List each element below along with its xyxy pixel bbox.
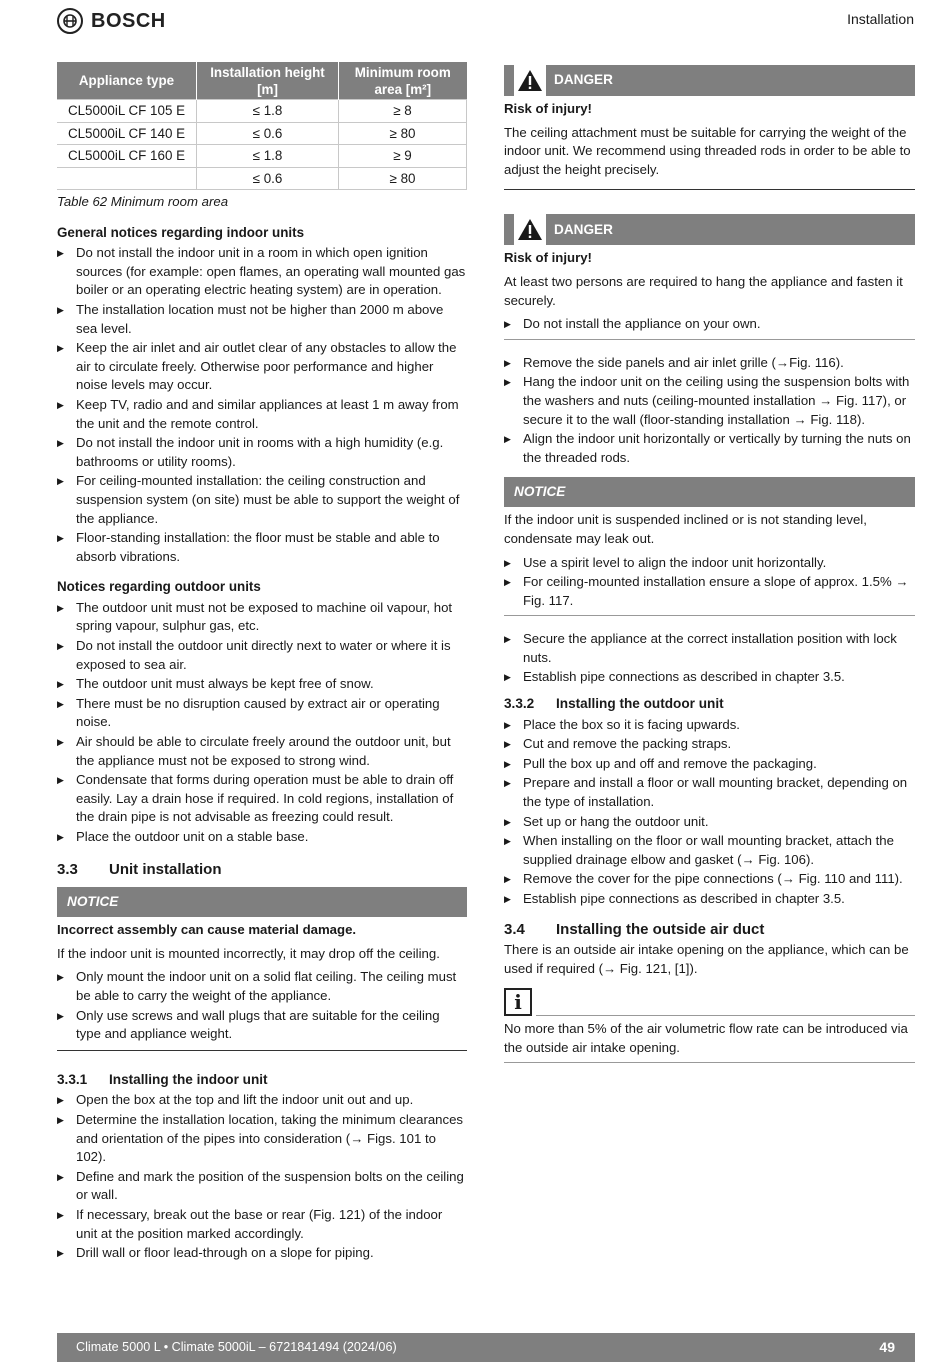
danger-box-persons (504, 214, 915, 339)
danger-box-ceiling (504, 65, 915, 190)
danger-bar (504, 214, 915, 245)
notice-text: If the indoor unit is mounted incorrectly, it may drop off the ceiling. (57, 945, 440, 961)
list-item: ▶ Do not install the appliance on your own. (504, 315, 915, 334)
table-caption: Table 62 Minimum room area (57, 194, 229, 209)
danger-text: The ceiling attachment must be suitable for carrying the weight of the indoor unit. We recommend using threaded rods in order to be able to adjust the height precisely. (504, 124, 911, 177)
cell-area: ≥ 8 (339, 100, 467, 123)
list-item: ▶ The outdoor unit must always be kept free of snow. (57, 675, 467, 694)
page-number: 49 (879, 1339, 895, 1356)
outdoor-notices-heading: Notices regarding outdoor units (57, 579, 261, 595)
list-item: ▶ Remove the side panels and air inlet grille (→Fig. 116). (504, 354, 915, 373)
notice-list (57, 968, 467, 1043)
cell-appliance: CL5000iL CF 140 E (57, 122, 197, 145)
cell-area: ≥ 9 (339, 145, 467, 168)
list-item: ▶ The installation location must not be higher than 2000 m above sea level. (57, 301, 467, 338)
notice-label: NOTICE (504, 477, 915, 507)
info-text: No more than 5% of the air volumetric flow rate can be introduced via the outside air intake opening. (504, 1021, 908, 1055)
list-item: ▶ Hang the indoor unit on the ceiling using the suspension bolts with the washers and nuts (ceiling-mounted installation → Fig. 117), or secure it to the wall (floor-standing installation → Fig. 118). (504, 373, 915, 429)
list-item: ▶ Place the box so it is facing upwards. (504, 716, 915, 735)
danger-label: DANGER (554, 72, 613, 88)
warning-triangle-icon (514, 65, 546, 96)
cell-height: ≤ 1.8 (197, 100, 339, 123)
list-item: ▶ Do not install the outdoor unit directly next to water or where it is exposed to sea air. (57, 637, 467, 674)
brand-logo (57, 8, 166, 34)
notice-title: Incorrect assembly can cause material damage. (57, 922, 357, 938)
section-3-3-1-heading (57, 1071, 467, 1090)
general-indoor-list (57, 244, 467, 566)
list-item: ▶ Cut and remove the packing straps. (504, 735, 915, 754)
section-number: 3.3.2 (504, 696, 535, 712)
list-item: ▶ Do not install the indoor unit in rooms with a high humidity (e.g. bathrooms or utility rooms). (57, 434, 467, 471)
info-box-header (504, 988, 915, 1016)
list-item: ▶ Place the outdoor unit on a stable base. (57, 828, 467, 847)
cell-appliance (57, 167, 197, 190)
list-item: ▶ Prepare and install a floor or wall mounting bracket, depending on the type of installation. (504, 774, 915, 811)
list-item: ▶ There must be no disruption caused by extract air or operating noise. (57, 695, 467, 732)
list-item: ▶ Only mount the indoor unit on a solid flat ceiling. The ceiling must be able to carry the weight of the appliance. (57, 968, 467, 1005)
cell-height: ≤ 0.6 (197, 122, 339, 145)
cell-appliance: CL5000iL CF 105 E (57, 100, 197, 123)
list-item: ▶ Do not install the indoor unit in a room in which open ignition sources (for example: open flames, an operating wall mounted gas boiler or an operating electric heating system) are in operation. (57, 244, 467, 300)
list-item: ▶ Establish pipe connections as described in chapter 3.5. (504, 668, 915, 687)
secure-steps (504, 630, 915, 687)
list-item: ▶ For ceiling-mounted installation ensure a slope of approx. 1.5% → Fig. 117. (504, 573, 915, 610)
list-item: ▶ Set up or hang the outdoor unit. (504, 813, 915, 832)
col-header-area: Minimum room area [m²] (339, 62, 467, 100)
cell-appliance: CL5000iL CF 160 E (57, 145, 197, 168)
notice-label: NOTICE (57, 887, 467, 917)
minimum-room-area-table (57, 62, 467, 190)
list-item: ▶ Keep the air inlet and air outlet clear of any obstacles to allow the air to circulate freely. Otherwise poor performance and higher noise levels may occur. (57, 339, 467, 395)
list-item: ▶ Condensate that forms during operation must be able to drain off easily. Lay a drain hose if required. In cold regions, installation of the drain pipe is not advisable as freezing could result. (57, 771, 467, 827)
brand-name: BOSCH (91, 9, 166, 32)
list-item: ▶ Air should be able to circulate freely around the outdoor unit, but the appliance must not be exposed to strong wind. (57, 733, 467, 770)
danger-text: At least two persons are required to hang the appliance and fasten it securely. (504, 273, 903, 308)
footer-text: Climate 5000 L • Climate 5000iL – 6721841494 (2024/06) (76, 1340, 397, 1355)
table-row (57, 145, 467, 168)
mounting-steps (504, 354, 915, 468)
bosch-armature-icon (57, 8, 83, 34)
page-footer (57, 1333, 915, 1362)
general-indoor-heading: General notices regarding indoor units (57, 224, 305, 240)
list-item: ▶ Secure the appliance at the correct installation position with lock nuts. (504, 630, 915, 667)
danger-bar (504, 65, 915, 96)
table-row (57, 122, 467, 145)
danger-list (504, 315, 915, 334)
notice-box-assembly (57, 887, 467, 1051)
table-row (57, 167, 467, 190)
list-item: ▶ Remove the cover for the pipe connections (→ Fig. 110 and 111). (504, 870, 915, 889)
section-3-4-heading (504, 921, 915, 940)
notice-text: If the indoor unit is suspended inclined or is not standing level, condensate may leak out. (504, 512, 867, 546)
notice-box-level (504, 477, 915, 616)
list-item: ▶ The outdoor unit must not be exposed to machine oil vapour, hot spring vapour, sulphur gas, etc. (57, 599, 467, 636)
cell-area: ≥ 80 (339, 122, 467, 145)
list-item: ▶ Establish pipe connections as described in chapter 3.5. (504, 890, 915, 909)
section-title: Installation (847, 11, 914, 27)
info-box (504, 1020, 915, 1062)
outdoor-install-steps (504, 716, 915, 909)
danger-title: Risk of injury! (504, 101, 592, 116)
col-header-appliance: Appliance type (57, 62, 197, 100)
section-title: Installing the indoor unit (109, 1071, 268, 1087)
section-3-3-heading (57, 861, 467, 880)
list-item: ▶ Use a spirit level to align the indoor unit horizontally. (504, 554, 915, 573)
section-title: Installing the outdoor unit (556, 696, 724, 712)
list-item: ▶ Align the indoor unit horizontally or vertically by turning the nuts on the threaded rods. (504, 430, 915, 467)
section-3-3-2-heading (504, 695, 915, 714)
right-column (504, 65, 915, 1063)
table-row (57, 100, 467, 123)
info-divider (536, 1015, 915, 1016)
section-number: 3.4 (504, 920, 525, 938)
list-item: ▶ Keep TV, radio and and similar appliances at least 1 m away from the unit and the remote control. (57, 396, 467, 433)
section-number: 3.3 (57, 860, 78, 878)
left-column (57, 62, 467, 1264)
list-item: ▶ When installing on the floor or wall mounting bracket, attach the supplied drainage elbow and gasket (→ Fig. 106). (504, 832, 915, 869)
section-title: Unit installation (109, 860, 222, 878)
list-item: ▶ Define and mark the position of the suspension bolts on the ceiling or wall. (57, 1168, 467, 1205)
list-item: ▶ Floor-standing installation: the floor must be stable and able to absorb vibrations. (57, 529, 467, 566)
cell-area: ≥ 80 (339, 167, 467, 190)
notice-list (504, 554, 915, 611)
list-item: ▶ Only use screws and wall plugs that are suitable for the ceiling type and appliance weight. (57, 1007, 467, 1044)
col-header-height: Installation height [m] (197, 62, 339, 100)
danger-title: Risk of injury! (504, 250, 592, 266)
info-icon: i (504, 988, 532, 1016)
list-item: ▶ For ceiling-mounted installation: the ceiling construction and suspension system (on site) must be able to support the weight of the appliance. (57, 472, 467, 528)
cell-height: ≤ 0.6 (197, 167, 339, 190)
indoor-install-steps (57, 1091, 467, 1262)
list-item: ▶ Determine the installation location, taking the minimum clearances and orientation of the pipes into consideration (→ Figs. 101 to 102). (57, 1111, 467, 1167)
outdoor-notices-list (57, 599, 467, 847)
warning-triangle-icon (514, 214, 546, 245)
list-item: ▶ Drill wall or floor lead-through on a slope for piping. (57, 1244, 467, 1263)
section-number: 3.3.1 (57, 1071, 88, 1087)
section-text: There is an outside air intake opening on the appliance, which can be used if required (→ Fig. 121, [1]). (504, 942, 909, 976)
list-item: ▶ Open the box at the top and lift the indoor unit out and up. (57, 1091, 467, 1110)
danger-label: DANGER (554, 221, 613, 237)
section-title: Installing the outside air duct (556, 920, 765, 938)
list-item: ▶ Pull the box up and off and remove the packaging. (504, 755, 915, 774)
cell-height: ≤ 1.8 (197, 145, 339, 168)
list-item: ▶ If necessary, break out the base or rear (Fig. 121) of the indoor unit at the position marked accordingly. (57, 1206, 467, 1243)
